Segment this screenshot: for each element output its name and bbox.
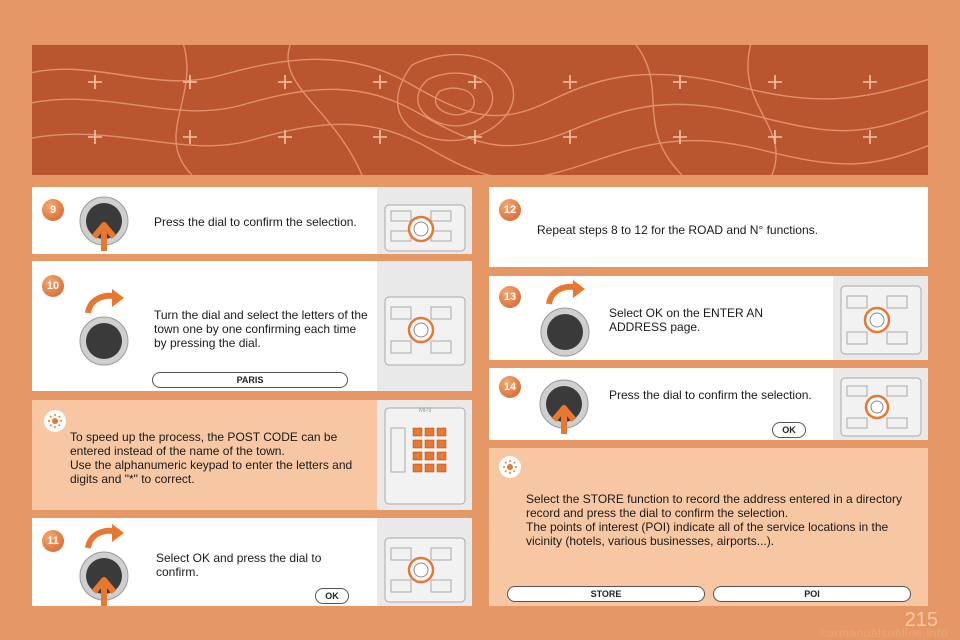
ok-button-label: OK [315,588,349,604]
step-9-card [32,187,472,254]
tip-postcode-text: To speed up the process, the POST CODE can be entered instead of the name of the town. Use the alphanumeric keypad to enter the letters and digits and "*" to correct. [70,430,353,486]
step-13-badge: 13 [499,286,521,308]
step-14-card [489,368,928,440]
lightbulb-icon [44,410,66,432]
topographic-banner [32,45,928,175]
step-14-text: Press the dial to confirm the selection. [609,388,812,402]
poi-button-label: POI [713,586,911,602]
step-13-text: Select OK on the ENTER AN ADDRESS page. [609,306,764,334]
step-13-card [489,276,928,360]
dial-turn-icon [539,280,599,360]
step-11-card [32,518,472,606]
radio-unit-dial-highlight-thumbnail [833,276,928,360]
page-number: 215 [904,609,938,631]
dial-press-icon [539,374,593,436]
keypad-thumbnail [377,400,472,510]
step-12-card [489,187,928,267]
tip-store-poi-text: Select the STORE function to record the address entered in a directory record and press the dial to confirm the selection. The points of interest (POI) indicate all of the service locations in the vicinity (hotels, various businesses, airports...). [526,492,902,548]
dial-press-icon [79,191,133,253]
radio-unit-dial-highlight-thumbnail [833,368,928,440]
store-button-label: STORE [507,586,705,602]
step-10-badge: 10 [42,275,64,297]
tip-store-poi-card [489,448,928,606]
step-10-text: Turn the dial and select the letters of the town one by one confirming each time by pressing the dial. [154,308,368,350]
dial-turn-press-icon [78,524,138,606]
ok-button-label: OK [772,422,806,438]
lightbulb-icon [499,456,521,478]
tip-postcode-card [32,400,472,510]
radio-unit-dial-highlight-thumbnail [377,187,472,254]
step-10-card [32,261,472,391]
step-9-badge: 9 [42,199,64,221]
footer-watermark: carmanualsonline.info [820,626,948,640]
step-9-text: Press the dial to confirm the selection. [154,215,357,229]
radio-unit-dial-highlight-thumbnail [377,261,472,391]
topographic-map-illustration [32,45,928,175]
paris-field: PARIS [152,372,348,388]
step-11-text: Select OK and press the dial to confirm. [156,551,322,579]
dial-turn-icon [78,289,138,369]
step-12-text: Repeat steps 8 to 12 for the ROAD and N° functions. [537,223,818,237]
step-14-badge: 14 [499,376,521,398]
keypad-screen-label: MP3 [419,408,432,414]
radio-unit-dial-highlight-thumbnail [377,518,472,606]
step-12-badge: 12 [499,199,521,221]
step-11-badge: 11 [42,530,64,552]
